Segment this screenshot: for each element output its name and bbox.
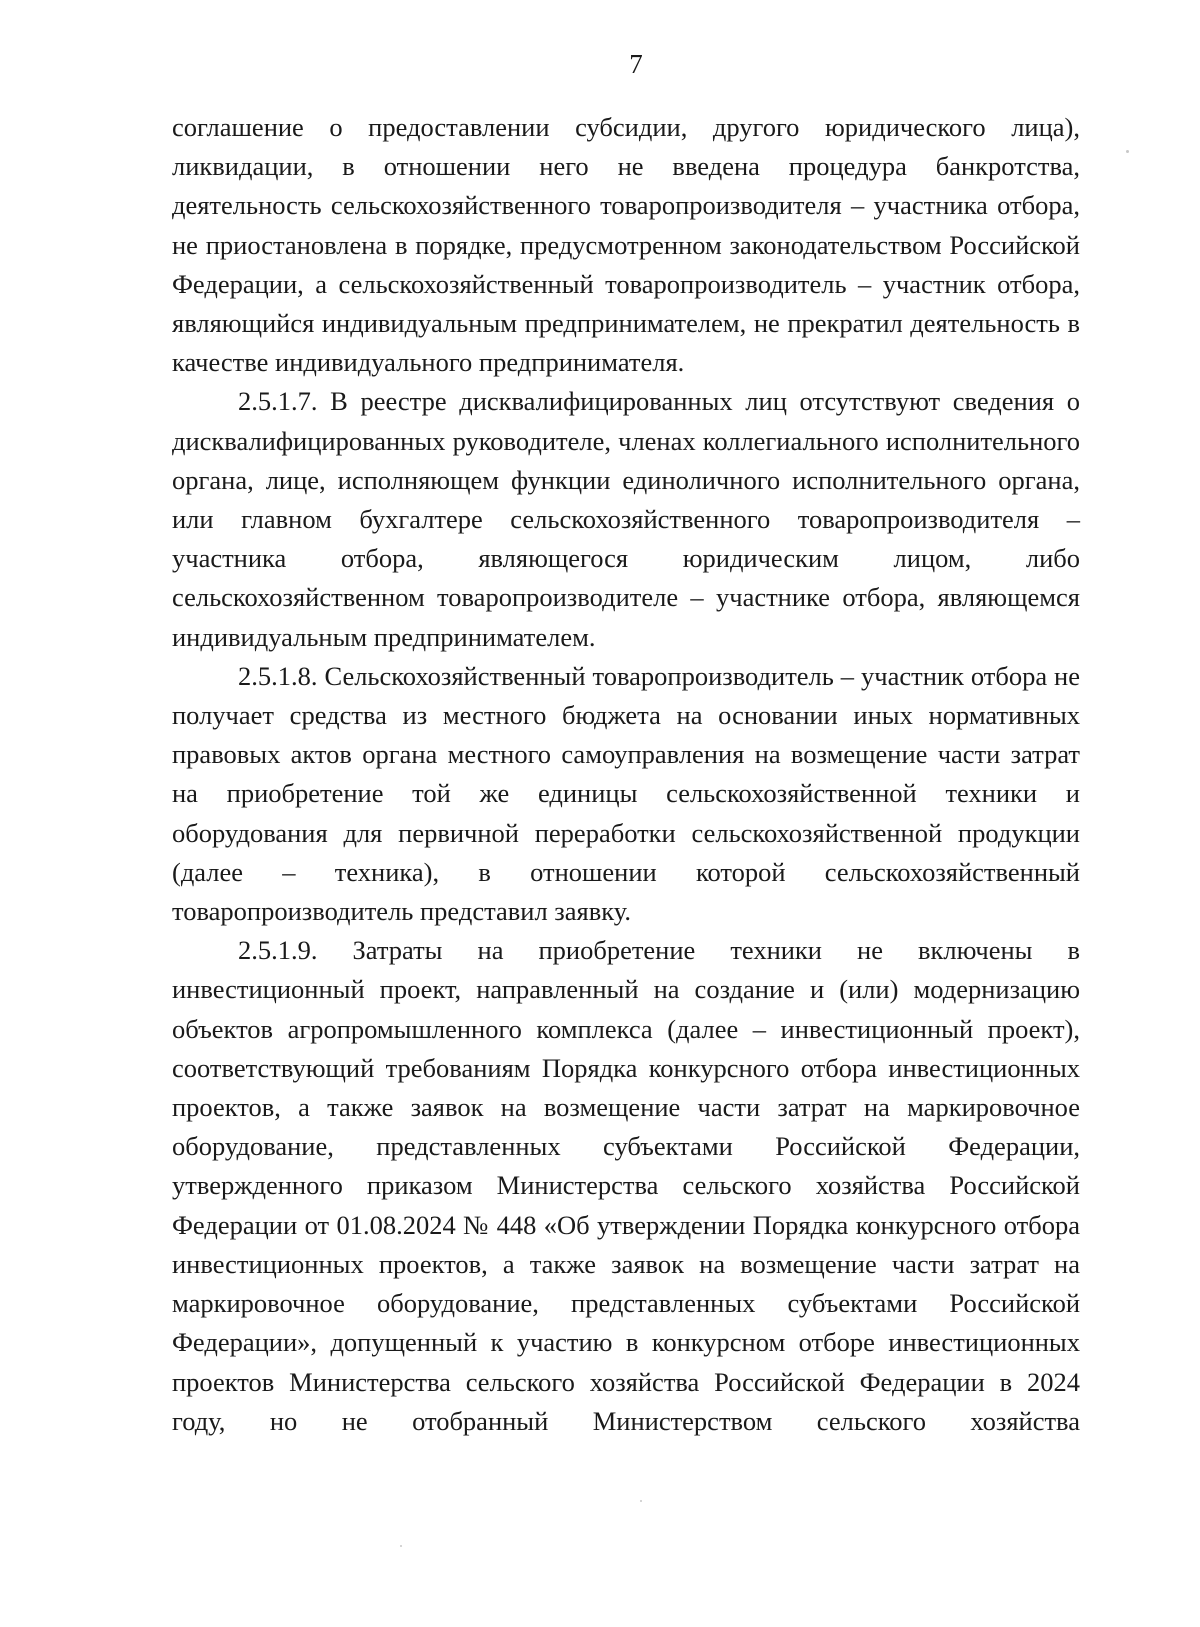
paragraph-2-5-1-9: 2.5.1.9. Затраты на приобретение техники не включены в инвестиционный проект, направленный на создание и (или) модернизацию объектов агропромышленного комплекса (далее – инвестиционный проект), соответствующий требованиям Порядка конкурсного отбора инвестиционных проектов, а также заявок на возмещение части затрат на маркировочное оборудование, представленных субъектами Российской Федерации, утвержденного приказом Министерства сельского хозяйства Российской Федерации от 01.08.2024 № 448 «Об утверждении Порядка конкурсного отбора инвестиционных проектов, а также заявок на возмещение части затрат на маркировочное оборудование, представленных субъектами Российской Федерации», допущенный к участию в конкурсном отборе инвестиционных проектов Министерства сельского хозяйства Российской Федерации в 2024 году, но не отобранный Министерством сельского хозяйства (172, 935, 1080, 1436)
scan-speck (400, 1545, 402, 1547)
paragraph-2-5-1-8: 2.5.1.8. Сельскохозяйственный товаропроизводитель – участник отбора не получает средства из местного бюджета на основании иных нормативных правовых актов органа местного самоуправления на возмещение части затрат на приобретение той же единицы сельскохозяйственной техники и оборудования для первичной переработки сельскохозяйственной продукции (далее – техника), в отношении которой сельскохозяйственный товаропроизводитель представил заявку. (172, 660, 1080, 927)
scan-speck (640, 1500, 642, 1502)
document-body (172, 108, 1080, 1441)
paragraph-continuation: соглашение о предоставлении субсидии, другого юридического лица), ликвидации, в отношении него не введена процедура банкротства, деятельность сельскохозяйственного товаропроизводителя – участника отбора, не приостановлена в порядке, предусмотренном законодательством Российской Федерации, а сельскохозяйственный товаропроизводитель – участник отбора, являющийся индивидуальным предпринимателем, не прекратил деятельность в качестве индивидуального предпринимателя. (172, 112, 1080, 378)
page-number: 7 (629, 49, 643, 79)
scan-speck (1126, 150, 1129, 153)
paragraph-2-5-1-7: 2.5.1.7. В реестре дисквалифицированных лиц отсутствуют сведения о дисквалифицированных руководителе, членах коллегиального исполнительного органа, лице, исполняющем функции единоличного исполнительного органа, или главном бухгалтере сельскохозяйственного товаропроизводителя – участника отбора, являющегося юридическим лицом, либо сельскохозяйственном товаропроизводителе – участнике отбора, являющемся индивидуальным предпринимателем. (172, 386, 1080, 652)
